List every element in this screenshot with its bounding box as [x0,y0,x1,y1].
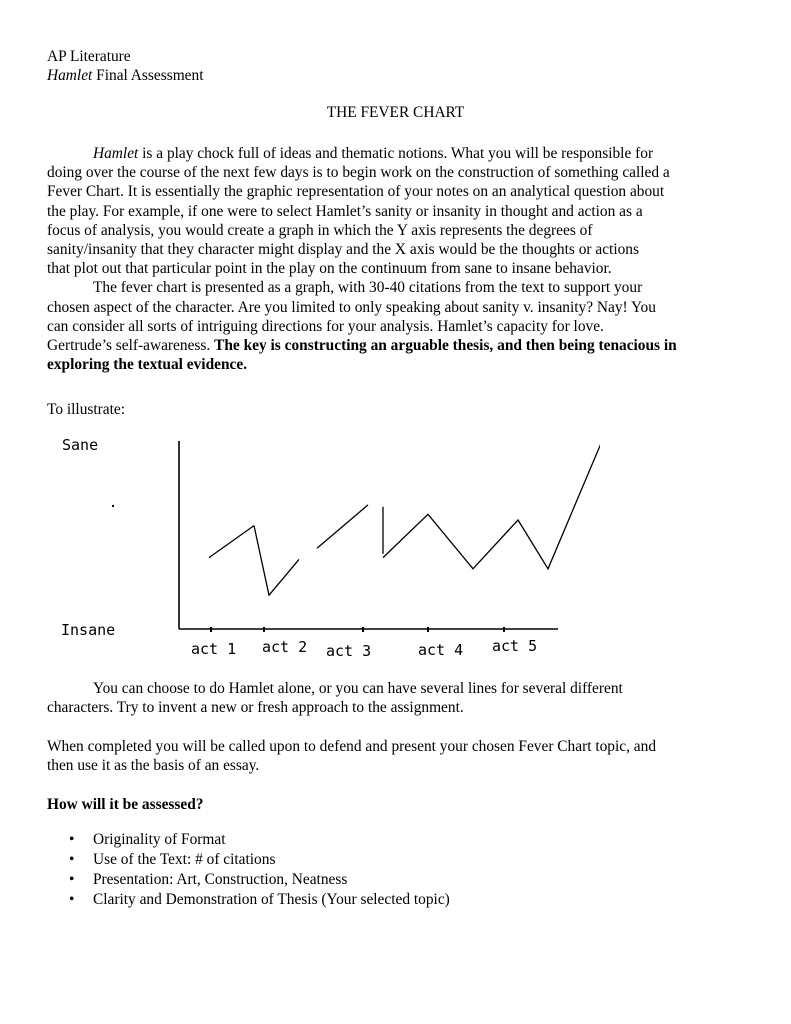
bullet-icon: • [69,871,75,888]
assessment-title-rest: Final Assessment [92,67,204,85]
bullet-icon: • [69,831,75,848]
intro-line: the play. For example, if one were to select Hamlet’s sanity or insanity in thought and action as a [47,202,643,220]
play-title-inline: Hamlet [93,145,139,162]
para2-line: chosen aspect of the character. Are you limited to only speaking about sanity v. insanity? Nay! You [47,298,656,316]
criteria-list [47,830,450,910]
criteria-item [47,830,450,850]
choice-line: You can choose to do Hamlet alone, or you can have several lines for several different [93,680,623,697]
stray-mark [112,505,114,507]
fever-line-segment [317,505,368,548]
course-name: AP Literature [47,48,131,65]
x-tick-label: act 3 [326,642,372,660]
choice-paragraph [47,679,747,717]
defend-paragraph [47,737,747,775]
thesis-emphasis: exploring the textual evidence. [47,356,248,374]
document-header [47,47,747,85]
para2-line: Gertrude’s self-awareness. [47,337,215,355]
defend-line: then use it as the basis of an essay. [47,757,260,775]
para2-line: The fever chart is presented as a graph, with 30-40 citations from the text to support your [93,279,643,297]
choice-line: characters. Try to invent a new or fresh approach to the assignment. [47,699,464,717]
play-title: Hamlet [47,67,93,85]
y-label-sane: Sane [62,436,99,454]
intro-line: doing over the course of the next few days is to begin work on the construction of something called a [47,164,670,182]
intro-line: is a play chock full of ideas and thematic notions. What you will be responsible for [138,145,654,162]
criteria-text: Originality of Format [93,831,226,848]
page-title: THE FEVER CHART [326,104,465,121]
x-tick-label: act 4 [418,641,464,659]
criteria-text: Presentation: Art, Construction, Neatness [93,871,348,888]
x-tick-label: act 5 [492,637,538,655]
intro-line: sanity/insanity that they character might display and the X axis would be the thoughts or actions [47,241,639,259]
criteria-item [47,850,450,870]
assessment-heading: How will it be assessed? [47,796,204,813]
x-tick-label: act 1 [191,640,237,658]
intro-line: that plot out that particular point in the play on the continuum from sane to insane behavior. [47,260,612,278]
y-label-insane: Insane [61,621,116,639]
criteria-text: Use of the Text: # of citations [93,851,276,868]
illustrate-label: To illustrate: [47,401,125,418]
criteria-item [47,870,450,890]
criteria-item [47,890,450,910]
para2-line: can consider all sorts of intriguing directions for your analysis. Hamlet’s capacity for love. [47,317,604,335]
intro-paragraph [47,144,747,374]
fever-chart [40,425,600,670]
x-tick-label: act 2 [262,638,308,656]
assessment-title [47,66,747,85]
intro-line: focus of analysis, you would create a graph in which the Y axis represents the degrees of [47,221,593,239]
defend-line: When completed you will be called upon to defend and present your chosen Fever Chart topic, and [47,738,657,755]
criteria-text: Clarity and Demonstration of Thesis (Your selected topic) [93,891,450,908]
bullet-icon: • [69,891,75,908]
bullet-icon: • [69,851,75,868]
fever-line-segment [254,526,299,596]
intro-line: Fever Chart. It is essentially the graphic representation of your notes on an analytical question about [47,183,665,201]
fever-line-segment [383,441,600,569]
fever-line-segment [209,526,254,558]
thesis-emphasis: The key is constructing an arguable thesis, and then being tenacious in [214,337,677,355]
